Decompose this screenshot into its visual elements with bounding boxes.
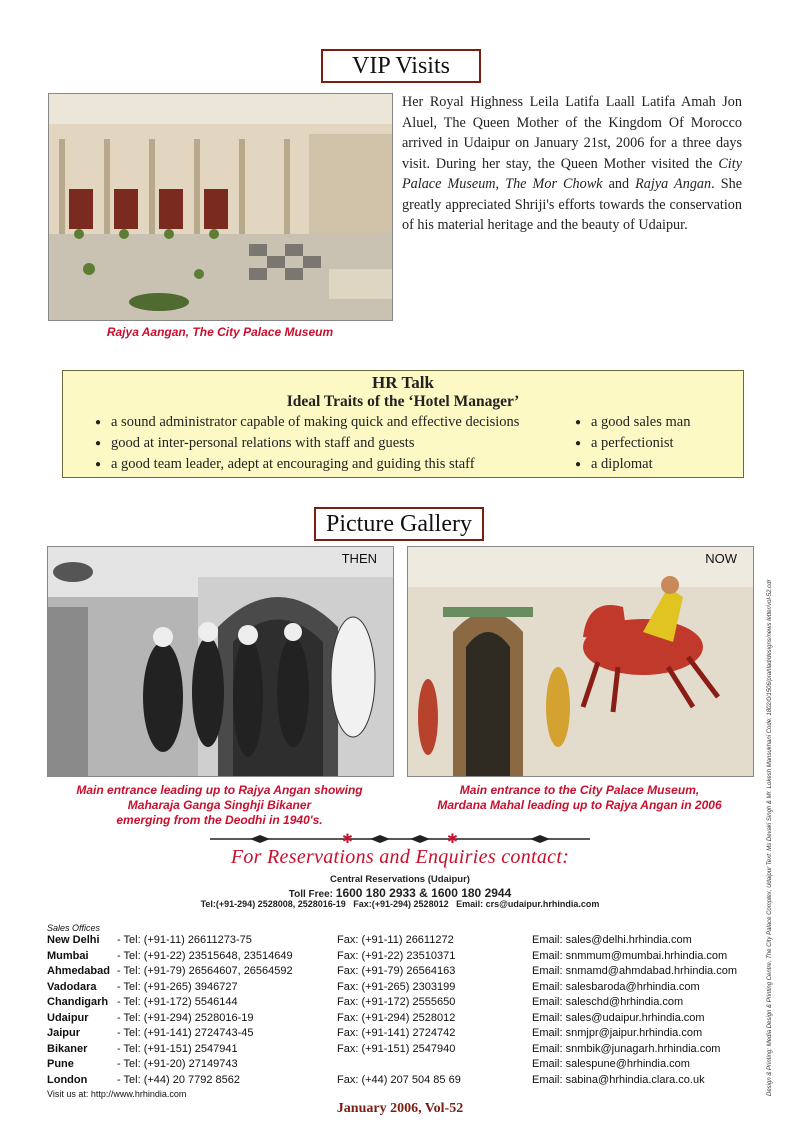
office-city: New Delhi bbox=[47, 934, 100, 946]
office-tel: - Tel: (+91-79) 26564607, 26564592 bbox=[117, 965, 293, 977]
svg-text:✱: ✱ bbox=[447, 832, 458, 846]
website-link[interactable]: Visit us at: http://www.hrhindia.com bbox=[47, 1089, 187, 1099]
hr-talk-title: HR Talk bbox=[372, 373, 434, 392]
office-row bbox=[47, 934, 692, 950]
now-caption-line: Mardana Mahal leading up to Rajya Angan in 2006 bbox=[437, 798, 722, 812]
office-tel: - Tel: (+91-22) 23515648, 23514649 bbox=[117, 949, 293, 962]
trait-item: ● a good team leader, adept at encouraging and guiding this staff bbox=[95, 454, 575, 475]
office-row bbox=[47, 949, 728, 966]
svg-text:✱: ✱ bbox=[342, 832, 353, 846]
then-label: THEN bbox=[341, 551, 377, 566]
now-photo bbox=[407, 546, 754, 777]
courtyard-photo bbox=[48, 93, 393, 321]
office-email[interactable]: Email: snmamd@ahmdabad.hrhindia.com bbox=[532, 965, 737, 977]
sales-offices-label: Sales Offices bbox=[47, 923, 101, 933]
then-caption-line: Main entrance leading up to Rajya Angan showing bbox=[76, 783, 363, 797]
office-email[interactable]: Email: snmjpr@jaipur.hrhindia.com bbox=[532, 1027, 703, 1039]
office-tel: - Tel: (+91-141) 2724743-45 bbox=[117, 1027, 254, 1039]
office-email[interactable]: Email: salespune@hrhindia.com bbox=[532, 1058, 690, 1070]
office-city: Vadodara bbox=[47, 980, 97, 993]
footer-issue: January 2006, Vol-52 bbox=[336, 1101, 464, 1116]
hr-talk-box bbox=[62, 370, 744, 478]
office-email[interactable]: Email: saleschd@hrhindia.com bbox=[532, 996, 684, 1008]
office-row bbox=[47, 980, 700, 997]
office-row bbox=[47, 1042, 721, 1059]
office-tel: - Tel: (+91-294) 2528016-19 bbox=[117, 1011, 254, 1024]
trait-item: ● a perfectionist bbox=[575, 433, 735, 454]
central-contact-line: Tel:(+91-294) 2528008, 2528016-19 Fax:(+91-294) 2528012 Email: crs@udaipur.hrhindia.com bbox=[200, 899, 600, 909]
courtyard-caption: Rajya Aangan, The City Palace Museum bbox=[106, 325, 334, 339]
hr-talk-subtitle: Ideal Traits of the ‘Hotel Manager’ bbox=[286, 393, 520, 410]
office-fax: Fax: (+91-22) 23510371 bbox=[337, 949, 456, 962]
office-email[interactable]: Email: sales@delhi.hrhindia.com bbox=[532, 934, 692, 946]
trait-item: ● good at inter-personal relations with staff and guests bbox=[95, 433, 575, 454]
vip-text-2: . She greatly appreciated Shriji's efforts towards the conservation of his material heritage and the beauty of Udaipur. bbox=[402, 176, 743, 233]
vip-text-1: Her Royal Highness Leila Latifa Laall Latifa Amah Jon Aluel, The Queen Mother of the Kingdom Of Morocco arrived in Udaipur on January 21st, 2006 for a three days visit. During her stay, the Queen Mother visited the bbox=[402, 94, 742, 172]
office-city: Udaipur bbox=[47, 1011, 89, 1024]
toll-free-label: Toll Free: bbox=[288, 889, 336, 900]
office-city: Chandigarh bbox=[47, 996, 109, 1008]
office-city: Pune bbox=[47, 1058, 74, 1070]
office-tel: - Tel: (+44) 20 7792 8562 bbox=[117, 1073, 241, 1086]
traits-list-right bbox=[575, 412, 735, 475]
place-city-palace: City Palace Museum bbox=[402, 155, 742, 192]
sales-offices bbox=[47, 923, 737, 1099]
office-fax: Fax: (+91-141) 2724742 bbox=[337, 1027, 456, 1039]
office-city: London bbox=[47, 1073, 88, 1086]
trait-item: ● a good sales man bbox=[575, 412, 735, 433]
office-tel: - Tel: (+91-11) 26611273-75 bbox=[117, 934, 252, 946]
vip-visits-title: VIP Visits bbox=[321, 49, 481, 83]
traits-list-left bbox=[95, 412, 575, 475]
office-email[interactable]: Email: snmbik@junagarh.hrhindia.com bbox=[532, 1042, 721, 1055]
office-row bbox=[47, 996, 684, 1012]
toll-free-line bbox=[0, 886, 800, 900]
office-city: Jaipur bbox=[47, 1027, 81, 1039]
print-credits: Design & Printing: Media Design & Printing Centre, The City Palace Complex, Udaipur Text: Ms Devaki Singh & Mr. Lokesh Mansukhani Code: 1802/0/1506/prahlad/designs/news letter/vol-52.cdr bbox=[767, 579, 773, 1096]
office-tel: - Tel: (+91-20) 27149743 bbox=[117, 1058, 238, 1070]
office-tel: - Tel: (+91-151) 2547941 bbox=[117, 1042, 238, 1055]
picture-gallery-title: Picture Gallery bbox=[314, 507, 484, 541]
then-caption-line: Maharaja Ganga Singhji Bikaner bbox=[127, 798, 312, 812]
central-reservations: Central Reservations (Udaipur) bbox=[330, 874, 470, 885]
then-caption bbox=[47, 783, 392, 828]
now-label: NOW bbox=[705, 551, 737, 566]
office-fax: Fax: (+91-294) 2528012 bbox=[337, 1011, 456, 1024]
toll-free-numbers: 1600 180 2933 & 1600 180 2944 bbox=[335, 886, 512, 900]
office-fax: Fax: (+91-79) 26564163 bbox=[337, 965, 456, 977]
office-tel: - Tel: (+91-265) 3946727 bbox=[117, 980, 238, 993]
office-row bbox=[47, 1027, 703, 1043]
reservations-heading: For Reservations and Enquiries contact: bbox=[230, 846, 570, 868]
vip-sep-2: and bbox=[602, 176, 636, 192]
office-row bbox=[47, 965, 737, 981]
office-email[interactable]: Email: sales@udaipur.hrhindia.com bbox=[532, 1011, 705, 1024]
office-email[interactable]: Email: salesbaroda@hrhindia.com bbox=[532, 980, 700, 993]
office-row bbox=[47, 1058, 690, 1074]
office-fax: Fax: (+91-172) 2555650 bbox=[337, 996, 456, 1008]
then-caption-line: emerging from the Deodhi in 1940's. bbox=[116, 813, 323, 827]
office-city: Mumbai bbox=[47, 949, 89, 962]
place-mor-chowk: The Mor Chowk bbox=[505, 176, 603, 192]
trait-item: ● a sound administrator capable of making quick and effective decisions bbox=[95, 412, 575, 433]
office-city: Bikaner bbox=[47, 1042, 88, 1055]
office-city: Ahmedabad bbox=[47, 965, 110, 977]
office-email[interactable]: Email: sabina@hrhindia.clara.co.uk bbox=[532, 1073, 705, 1086]
office-fax: Fax: (+91-11) 26611272 bbox=[337, 934, 454, 946]
now-caption-line: Main entrance to the City Palace Museum, bbox=[459, 783, 700, 797]
place-rajya-angan: Rajya Angan bbox=[635, 176, 712, 192]
office-row bbox=[47, 1011, 705, 1028]
office-fax: Fax: (+91-265) 2303199 bbox=[337, 980, 456, 993]
now-caption bbox=[407, 783, 752, 813]
office-row bbox=[47, 1073, 705, 1090]
vip-paragraph bbox=[402, 92, 742, 236]
office-email[interactable]: Email: snmmum@mumbai.hrhindia.com bbox=[532, 949, 728, 962]
office-tel: - Tel: (+91-172) 5546144 bbox=[117, 996, 238, 1008]
then-photo bbox=[47, 546, 394, 777]
office-fax: Fax: (+44) 207 504 85 69 bbox=[337, 1073, 461, 1086]
vip-sep-1: , bbox=[495, 176, 506, 192]
office-fax: Fax: (+91-151) 2547940 bbox=[337, 1042, 456, 1055]
trait-item: ● a diplomat bbox=[575, 454, 735, 475]
